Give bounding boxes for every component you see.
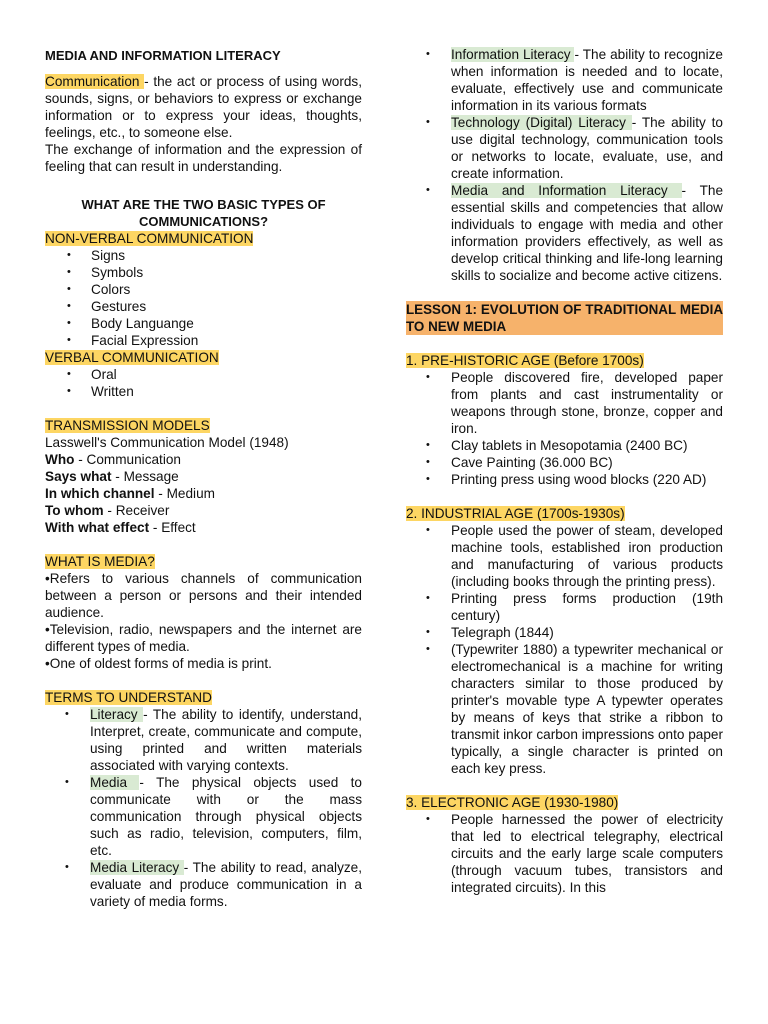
list-item: • People harnessed the power of electricity that led to electrical telegraphy, electrical circuits and the early large scale computers (through vacuum tubes, transistors and integrated circuits). In this [406,811,723,896]
media-line: •One of oldest forms of media is print. [45,656,272,671]
literacy-terms-list [406,46,723,284]
list-item: • (Typewriter 1880) a typewriter mechanical or electromechanical is a machine for writing characters similar to those produced by printer's movable type A typewter operates by means of keys that strike a ribbon to transmit inkor carbon impressions onto paper typically, a single character is printed on each key press. [406,641,723,777]
list-item: • Clay tablets in Mesopotamia (2400 BC) [406,437,723,454]
list-item: • Telegraph (1844) [406,624,723,641]
nonverbal-list [45,247,362,349]
term-label: Technology (Digital) Literacy [451,115,632,130]
term-item: • Literacy - The ability to identify, understand, Interpret, create, communicate and compute, using printed and written materials associated with varying contexts. [45,706,362,774]
term-item: • Information Literacy - The ability to recognize when information is needed and to locate, evaluate, effectively use and communicate information in its various formats [406,46,723,114]
communication-definition: Communication - the act or process of using words, sounds, signs, or behaviors to express or exchange information or to express your ideas, thoughts, feelings, etc., to someone else. [45,74,362,140]
list-item: • Symbols [45,264,362,281]
list-item: • Facial Expression [45,332,362,349]
verbal-heading: VERBAL COMMUNICATION [45,350,219,365]
list-item: • Printing press using wood blocks (220 AD) [406,471,723,488]
verbal-list [45,366,362,400]
term-item: • Technology (Digital) Literacy - The ability to use digital technology, communication tools or networks to locate, evaluate, use, and create information. [406,114,723,182]
term-label: Media [90,775,140,790]
list-item: • People discovered fire, developed paper from plants and cast instrumentality or weapons through stone, bronze, copper and iron. [406,369,723,437]
term-label: Media Literacy [90,860,184,875]
terms-list [45,706,362,910]
model-row: To whom - Receiver [45,503,170,518]
transmission-heading: TRANSMISSION MODELS [45,418,210,433]
nonverbal-heading: NON-VERBAL COMMUNICATION [45,231,254,246]
communication-term: Communication [45,74,145,89]
model-row: With what effect - Effect [45,520,196,535]
types-question: WHAT ARE THE TWO BASIC TYPES OF COMMUNICATIONS? [81,197,326,229]
list-item: • Printing press forms production (19th century) [406,590,723,624]
age-list [406,369,723,488]
term-label: Literacy [90,707,144,722]
term-item: • Media and Information Literacy - The essential skills and competencies that allow individuals to engage with media and other information providers effectively, as well as develop critical thinking and life-long learning skills to socialize and become active citizens. [406,182,723,284]
lesson-heading: LESSON 1: EVOLUTION OF TRADITIONAL MEDIA TO NEW MEDIA [406,302,723,334]
age-heading: 1. PRE-HISTORIC AGE (Before 1700s) [406,353,644,368]
right-column [406,46,723,896]
list-item: • Oral [45,366,362,383]
list-item: • Gestures [45,298,362,315]
model-row: Says what - Message [45,469,179,484]
age-list [406,522,723,777]
lasswell-model: Lasswell's Communication Model (1948) [45,435,289,450]
list-item: • Body Languange [45,315,362,332]
model-row: Who - Communication [45,452,181,467]
age-heading: 3. ELECTRONIC AGE (1930-1980) [406,795,619,810]
list-item: • Signs [45,247,362,264]
document-title: MEDIA AND INFORMATION LITERACY [45,48,281,63]
term-label: Information Literacy [451,47,575,62]
left-column [45,46,362,910]
list-item: • Cave Painting (36.000 BC) [406,454,723,471]
media-line: •Television, radio, newspapers and the internet are different types of media. [45,622,362,654]
list-item: • Colors [45,281,362,298]
communication-extra: The exchange of information and the expression of feeling that can result in understanding. [45,142,362,174]
media-line: •Refers to various channels of communication between a person or persons and their intended audience. [45,571,362,620]
term-label: Media and Information Literacy [451,183,682,198]
list-item: • People used the power of steam, developed machine tools, established iron production and manufacturing of various products (including books through the printing press). [406,522,723,590]
terms-heading: TERMS TO UNDERSTAND [45,690,212,705]
term-item: • Media - The physical objects used to communicate with or the mass communication through physical objects such as radio, television, computers, film, etc. [45,774,362,859]
media-heading: WHAT IS MEDIA? [45,554,155,569]
list-item: • Written [45,383,362,400]
age-heading: 2. INDUSTRIAL AGE (1700s-1930s) [406,506,625,521]
age-list [406,811,723,896]
model-row: In which channel - Medium [45,486,215,501]
term-item: • Media Literacy - The ability to read, analyze, evaluate and produce communication in a variety of media forms. [45,859,362,910]
